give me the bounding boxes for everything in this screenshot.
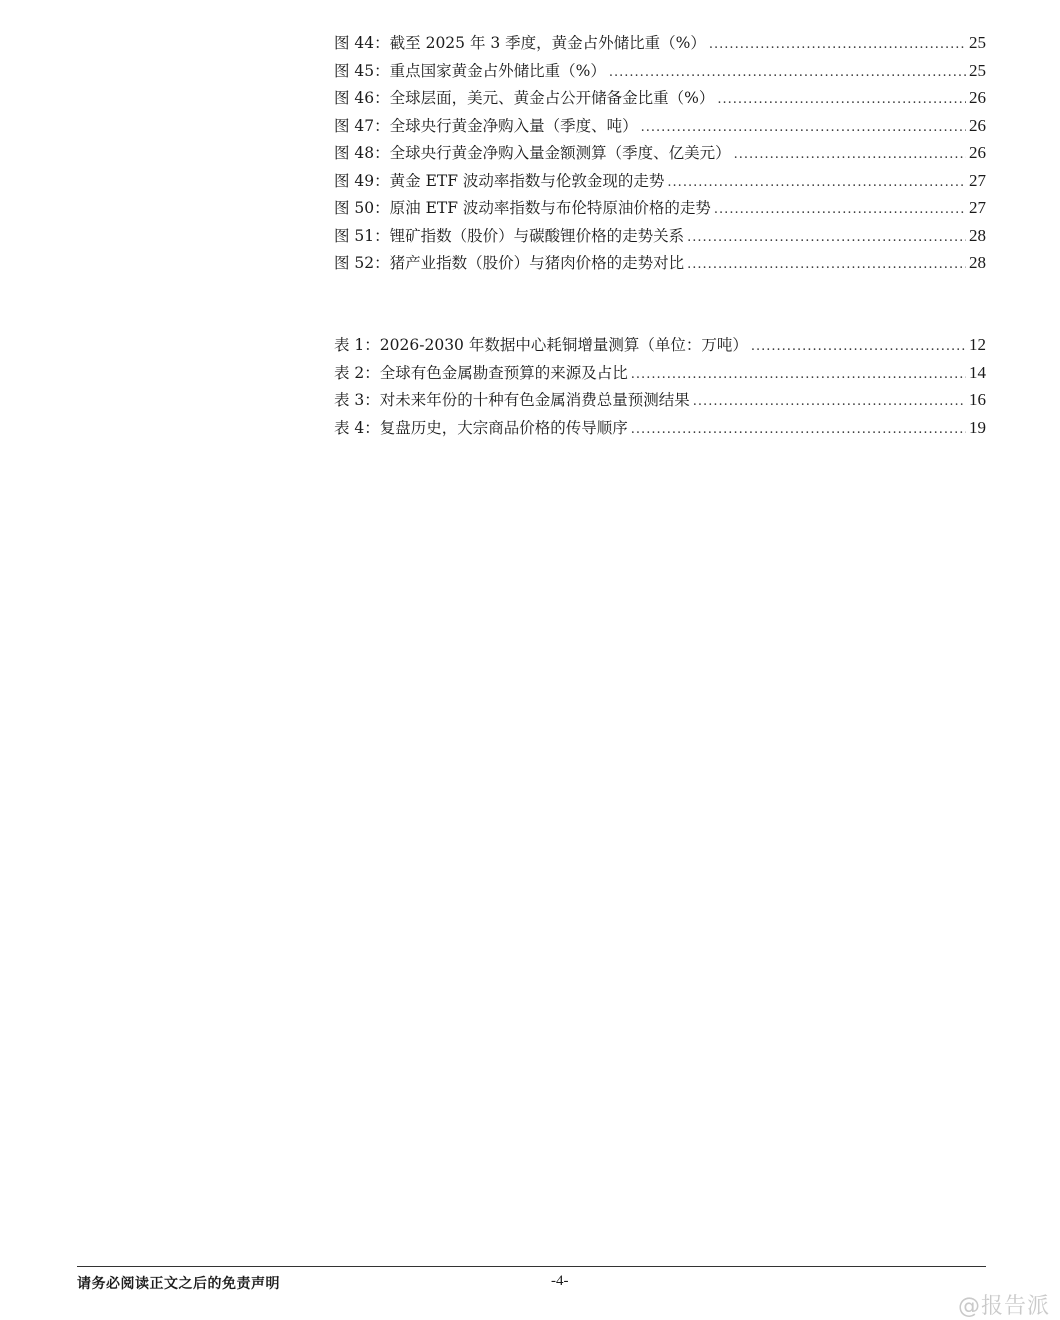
- toc-entry-label: 图 46：全球层面，美元、黄金占公开储备金比重（%）: [334, 89, 715, 107]
- toc-entry-page: 19: [969, 417, 986, 437]
- toc-entry-page: 26: [969, 88, 986, 107]
- toc-entry-figure-45[interactable]: [334, 57, 986, 85]
- toc-entry-table-2[interactable]: [334, 359, 986, 387]
- toc-entry-page: 25: [969, 33, 986, 52]
- dot-leader: [751, 333, 966, 361]
- toc-entry-label: 图 45：重点国家黄金占外储比重（%）: [334, 61, 606, 80]
- toc-entry-label: 图 52：猪产业指数（股价）与猪肉价格的走势对比: [334, 254, 685, 272]
- toc-entry-page: 16: [969, 390, 986, 409]
- toc-entry-figure-44[interactable]: [334, 29, 986, 57]
- toc-entry-label: 图 51：锂矿指数（股价）与碳酸锂价格的走势关系: [334, 226, 685, 245]
- toc-entry-label: 表 2：全球有色金属勘查预算的来源及占比: [334, 363, 628, 382]
- dot-leader: [631, 416, 966, 444]
- toc-entry-label: 表 3：对未来年份的十种有色金属消费总量预测结果: [334, 391, 690, 409]
- toc-entry-figure-47[interactable]: [334, 112, 986, 140]
- toc-entry-figure-51[interactable]: [334, 222, 986, 250]
- toc-entry-page: 27: [969, 198, 986, 217]
- toc-entry-figure-49[interactable]: [334, 167, 986, 195]
- dot-leader: [687, 224, 966, 252]
- toc-entry-page: 14: [969, 362, 986, 382]
- toc-entry-page: 28: [969, 253, 986, 272]
- toc-entry-page: 26: [969, 143, 986, 162]
- toc-entry-table-4[interactable]: [334, 414, 986, 442]
- dot-leader: [641, 114, 966, 142]
- dot-leader: [734, 141, 966, 169]
- footer-page-number: -4-: [551, 1273, 569, 1289]
- watermark: @报告派: [957, 1294, 1050, 1319]
- toc-entry-label: 图 49：黄金 ETF 波动率指数与伦敦金现的走势: [334, 171, 665, 190]
- toc-entry-figure-50[interactable]: [334, 194, 986, 222]
- toc-entry-page: 25: [969, 60, 986, 80]
- toc-entry-page: 12: [969, 335, 986, 354]
- dot-leader: [709, 31, 966, 59]
- toc-entry-label: 表 4：复盘历史，大宗商品价格的传导顺序: [334, 418, 628, 437]
- toc-entry-table-3[interactable]: [334, 386, 986, 414]
- toc-entry-table-1[interactable]: [334, 331, 986, 359]
- toc-entry-label: 图 48：全球央行黄金净购入量金额测算（季度、亿美元）: [334, 144, 731, 162]
- toc-entry-label: 图 44：截至 2025 年 3 季度，黄金占外储比重（%）: [334, 34, 706, 52]
- dot-leader: [609, 59, 966, 87]
- toc-entry-figure-52[interactable]: [334, 249, 986, 277]
- toc-entry-page: 27: [969, 170, 986, 190]
- toc-entry-figure-46[interactable]: [334, 84, 986, 112]
- toc-entry-figure-48[interactable]: [334, 139, 986, 167]
- toc-entry-label: 表 1：2026-2030 年数据中心耗铜增量测算（单位：万吨）: [334, 336, 748, 354]
- dot-leader: [693, 388, 966, 416]
- toc-entry-page: 28: [969, 225, 986, 245]
- footer-disclaimer: 请务必阅读正文之后的免责声明: [77, 1276, 280, 1292]
- dot-leader: [667, 169, 966, 197]
- dot-leader: [714, 196, 966, 224]
- table-list: [334, 331, 986, 441]
- toc-entry-label: 图 50：原油 ETF 波动率指数与布伦特原油价格的走势: [334, 199, 711, 217]
- dot-leader: [631, 361, 966, 389]
- dot-leader: [717, 86, 966, 114]
- footer-divider: [77, 1266, 986, 1267]
- dot-leader: [687, 251, 966, 279]
- figure-list: [334, 29, 986, 277]
- toc-entry-page: 26: [969, 115, 986, 135]
- toc-entry-label: 图 47：全球央行黄金净购入量（季度、吨）: [334, 116, 638, 135]
